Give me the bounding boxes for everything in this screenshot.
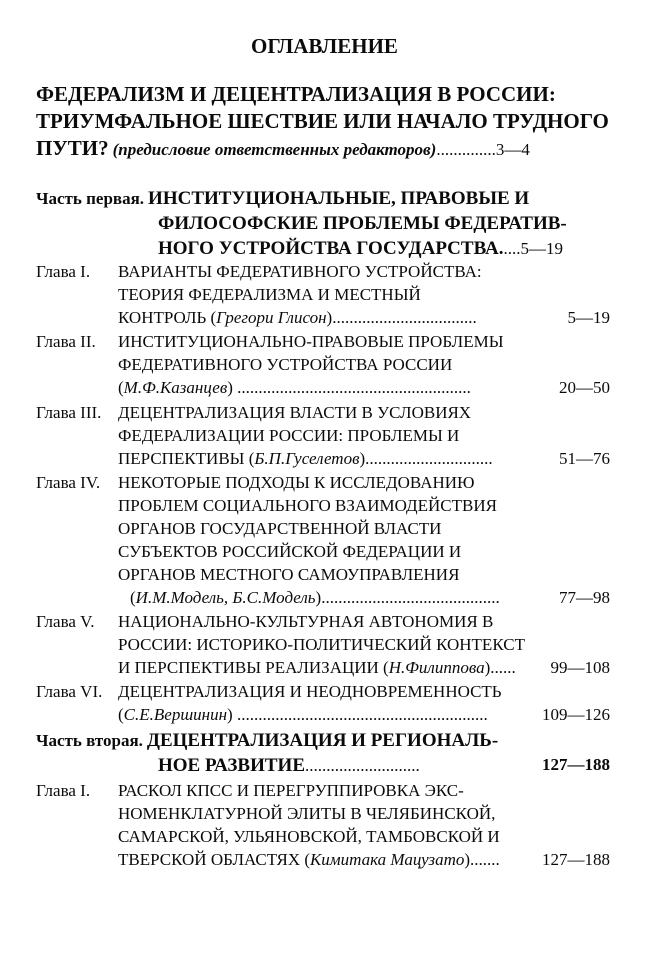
part-label: Часть вторая.: [36, 731, 143, 750]
chapter-title-line-4: СУБЪЕКТОВ РОССИЙСКОЙ ФЕДЕРАЦИИ И: [118, 542, 462, 561]
part-title-line-2: ФИЛОСОФСКИЕ ПРОБЛЕМЫ ФЕДЕРАТИВ-: [158, 213, 567, 234]
paren-close: ): [227, 378, 233, 397]
chapter-author: И.М.Модель, Б.С.Модель: [135, 588, 316, 607]
preface-title-line-1: ФЕДЕРАЛИЗМ И ДЕЦЕНТРАЛИЗАЦИЯ В РОССИИ:: [36, 82, 556, 106]
page-range: 51—76: [559, 449, 610, 468]
part-title-line-3: НОГО УСТРОЙСТВА ГОСУДАРСТВА.: [158, 238, 504, 259]
dot-leader: ...........................: [305, 756, 420, 775]
page-range: 127—188: [542, 850, 610, 869]
chapter-title-line-2: НОМЕНКЛАТУРНОЙ ЭЛИТЫ В ЧЕЛЯБИНСКОЙ,: [118, 804, 496, 823]
page-range: 127—188: [542, 755, 610, 774]
chapter-title-line-2: ФЕДЕРАТИВНОГО УСТРОЙСТВА РОССИИ: [118, 355, 453, 374]
preface-note: (предисловие ответственных редакторов): [112, 140, 437, 159]
paren-close: ): [484, 658, 491, 677]
paren-close: ): [359, 449, 366, 468]
page-range: 99—108: [550, 658, 610, 677]
part-title-line-2-row: [158, 756, 420, 775]
chapter-title-line-3: [118, 309, 477, 326]
chapter-author: Грегори Глисон: [216, 308, 327, 327]
chapter-title-line-2: ПРОБЛЕМ СОЦИАЛЬНОГО ВЗАИМОДЕЙСТВИЯ: [118, 496, 497, 515]
part-two-heading: [36, 731, 498, 750]
dot-leader: ..........................................: [321, 588, 500, 607]
page-range: 77—98: [559, 588, 610, 607]
part-title-line-3-row: [158, 239, 563, 258]
chapter-label: Глава VI.: [36, 682, 103, 701]
chapter-title-line-2: ФЕДЕРАЛИЗАЦИИ РОССИИ: ПРОБЛЕМЫ И: [118, 426, 460, 445]
chapter-label: Глава III.: [36, 403, 102, 422]
dot-leader: ..................................: [332, 308, 477, 327]
paren-close: ): [315, 588, 322, 607]
dot-leader: .......: [470, 850, 500, 869]
page-range: 20—50: [559, 378, 610, 397]
paren-open: (: [118, 378, 124, 397]
chapter-label: Глава I.: [36, 262, 91, 281]
chapter-label: Глава II.: [36, 332, 96, 351]
dot-leader: ..............: [436, 140, 496, 159]
chapter-title-line-3: [118, 450, 493, 467]
chapter-title-line-5: ОРГАНОВ МЕСТНОГО САМОУПРАВЛЕНИЯ: [118, 565, 460, 584]
chapter-author-row: [118, 379, 471, 396]
chapter-author: Б.П.Гуселетов: [254, 449, 360, 468]
chapter-author: С.Е.Вершинин: [123, 705, 228, 724]
chapter-title-text: КОНТРОЛЬ (: [118, 308, 217, 327]
preface-title-line-2: ТРИУМФАЛЬНОЕ ШЕСТВИЕ ИЛИ НАЧАЛО ТРУДНОГО: [36, 109, 609, 133]
chapter-title-line-2: РОССИИ: ИСТОРИКО-ПОЛИТИЧЕСКИЙ КОНТЕКСТ: [118, 635, 525, 654]
dot-leader: ..............................: [365, 449, 493, 468]
chapter-label: Глава I.: [36, 781, 91, 800]
chapter-author-row: [118, 706, 488, 723]
chapter-title-line-1: ДЕЦЕНТРАЛИЗАЦИЯ И НЕОДНОВРЕМЕННОСТЬ: [118, 682, 502, 701]
page-range: 5—19: [567, 308, 610, 327]
chapter-label: Глава V.: [36, 612, 95, 631]
preface-entry-line-3: [36, 138, 530, 159]
chapter-title-text: ТВЕРСКОЙ ОБЛАСТЯХ (: [118, 850, 311, 869]
part-title-line-1: ИНСТИТУЦИОНАЛЬНЫЕ, ПРАВОВЫЕ И: [148, 188, 530, 209]
dot-leader: ...........................................................: [236, 705, 488, 724]
preface-title-line-3: ПУТИ?: [36, 136, 109, 160]
page-range: 109—126: [542, 705, 610, 724]
chapter-title-line-1: НАЦИОНАЛЬНО-КУЛЬТУРНАЯ АВТОНОМИЯ В: [118, 612, 494, 631]
paren-open: (: [118, 705, 124, 724]
chapter-title-line-1: ВАРИАНТЫ ФЕДЕРАТИВНОГО УСТРОЙСТВА:: [118, 262, 482, 281]
chapter-title-line-3: ОРГАНОВ ГОСУДАРСТВЕННОЙ ВЛАСТИ: [118, 519, 442, 538]
chapter-title-line-1: ДЕЦЕНТРАЛИЗАЦИЯ ВЛАСТИ В УСЛОВИЯХ: [118, 403, 472, 422]
chapter-title-line-3: [118, 659, 516, 676]
paren-close: ): [227, 705, 233, 724]
page-title: ОГЛАВЛЕНИЕ: [251, 34, 398, 58]
page-range: 3—4: [495, 140, 530, 159]
chapter-title-line-1: РАСКОЛ КПСС И ПЕРЕГРУППИРОВКА ЭКС-: [118, 781, 464, 800]
chapter-title-line-2: ТЕОРИЯ ФЕДЕРАЛИЗМА И МЕСТНЫЙ: [118, 285, 421, 304]
paren-open: (: [130, 588, 136, 607]
chapter-title-text: ПЕРСПЕКТИВЫ (: [118, 449, 255, 468]
part-label: Часть первая.: [36, 189, 145, 208]
paren-close: ): [326, 308, 333, 327]
dot-leader: ......: [490, 658, 516, 677]
chapter-title-line-1: ИНСТИТУЦИОНАЛЬНО-ПРАВОВЫЕ ПРОБЛЕМЫ: [118, 332, 504, 351]
part-title-line-2: НОЕ РАЗВИТИЕ: [158, 755, 306, 776]
chapter-title-line-3: САМАРСКОЙ, УЛЬЯНОВСКОЙ, ТАМБОВСКОЙ И: [118, 827, 500, 846]
dot-leader: .......................................................: [237, 378, 471, 397]
chapter-title-line-1: НЕКОТОРЫЕ ПОДХОДЫ К ИССЛЕДОВАНИЮ: [118, 473, 475, 492]
chapter-label: Глава IV.: [36, 473, 101, 492]
chapter-author: М.Ф.Казанцев: [123, 378, 228, 397]
chapter-title-text: И ПЕРСПЕКТИВЫ РЕАЛИЗАЦИИ (: [118, 658, 389, 677]
chapter-title-line-4: [118, 851, 500, 868]
dot-leader: ....: [503, 239, 521, 258]
chapter-author: Н.Филиппова: [388, 658, 485, 677]
paren-close: ): [464, 850, 471, 869]
part-one-heading: [36, 189, 529, 208]
chapter-author-row: [130, 589, 500, 606]
page-range: 5—19: [520, 239, 564, 258]
part-title-line-1: ДЕЦЕНТРАЛИЗАЦИЯ И РЕГИОНАЛЬ-: [146, 730, 499, 751]
chapter-author: Кимитака Мацузато: [310, 850, 465, 869]
